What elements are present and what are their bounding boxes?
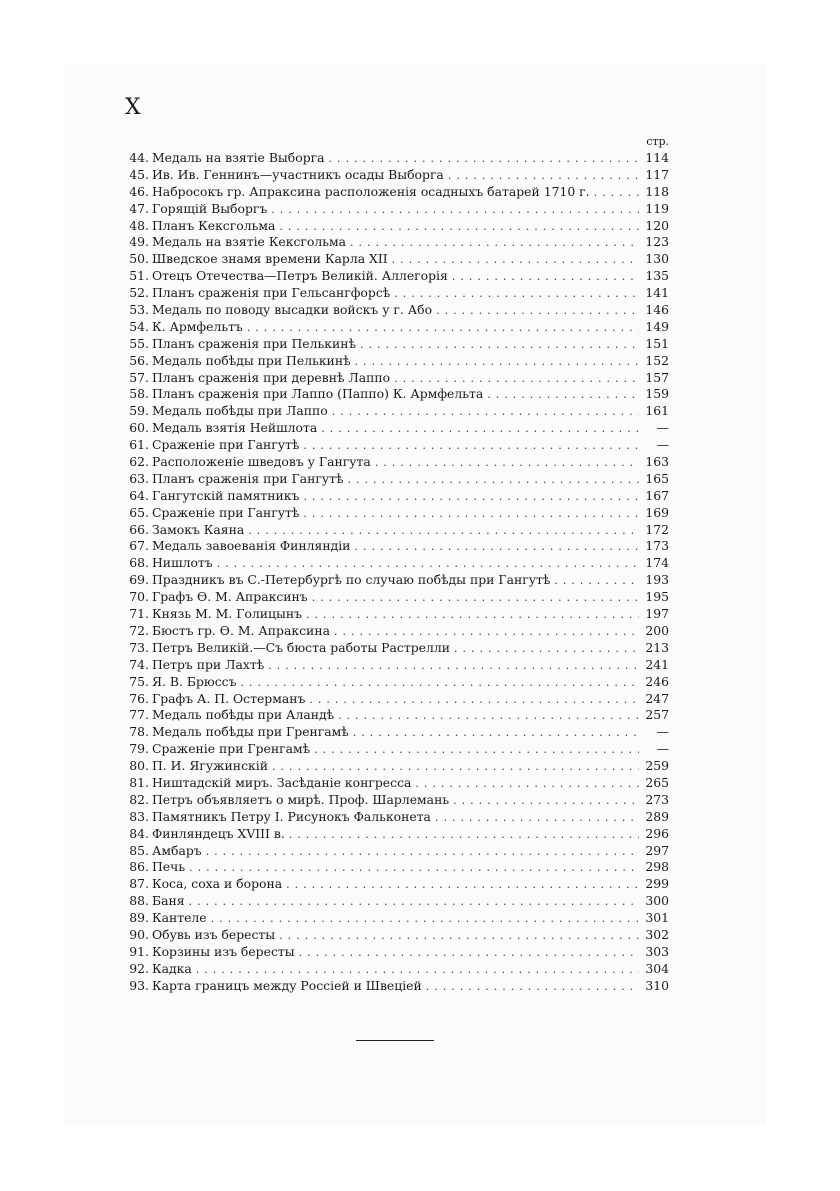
entry-number: 84. <box>129 825 149 841</box>
entry-number: 60. <box>129 420 149 436</box>
list-item <box>122 691 669 708</box>
list-item <box>122 978 669 995</box>
entry-page: 247 <box>645 690 669 706</box>
dot-leader <box>594 185 639 202</box>
entry-title: Медаль побѣды при Гренгамѣ <box>152 724 349 740</box>
entry-page: 157 <box>645 369 669 385</box>
dot-leader <box>354 539 639 556</box>
dot-leader <box>415 776 639 793</box>
entry-title: Графъ А. П. Остерманъ <box>152 690 306 706</box>
entry-page: 197 <box>645 606 669 622</box>
entry-title: Планъ сраженія при Пелькинѣ <box>152 335 356 351</box>
entry-number: 65. <box>129 504 149 520</box>
entry-number: 77. <box>129 707 149 723</box>
entry-title: Сраженіе при Гренгамѣ <box>152 741 311 757</box>
list-item <box>122 640 669 657</box>
dot-leader <box>350 235 639 252</box>
entry-title: Графъ Ѳ. М. Апраксинъ <box>152 589 308 605</box>
list-item <box>122 505 669 522</box>
entry-number: 75. <box>129 673 149 689</box>
dot-leader <box>394 286 639 303</box>
entry-number: 48. <box>129 217 149 233</box>
list-item <box>122 336 669 353</box>
entry-title: Планъ сраженія при деревнѣ Лаппо <box>152 369 391 385</box>
entry-number: 59. <box>129 403 149 419</box>
dot-leader <box>248 523 639 540</box>
entry-number: 56. <box>129 352 149 368</box>
entry-page: 246 <box>645 673 669 689</box>
entry-title: Медаль по поводу высадки войскъ у г. Або <box>152 302 433 318</box>
entry-page: 301 <box>645 910 669 926</box>
entry-page: 259 <box>645 758 669 774</box>
entry-title: Корзины изъ бересты <box>152 943 295 959</box>
entry-page: 165 <box>645 470 669 486</box>
list-item <box>122 792 669 809</box>
entry-page: 149 <box>645 318 669 334</box>
list-item <box>122 420 669 437</box>
entry-title: Финляндецъ XVIII в. <box>152 825 285 841</box>
entry-page: 213 <box>645 639 669 655</box>
dot-leader <box>309 692 639 709</box>
entry-number: 86. <box>129 859 149 875</box>
entry-page: — <box>656 420 669 436</box>
list-item <box>122 910 669 927</box>
list-item <box>122 826 669 843</box>
dot-leader <box>435 810 639 827</box>
entry-title: Я. В. Брюссъ <box>152 673 237 689</box>
entry-page: 135 <box>645 268 669 284</box>
list-item <box>122 302 669 319</box>
entry-number: 52. <box>129 285 149 301</box>
entry-number: 63. <box>129 470 149 486</box>
list-item <box>122 809 669 826</box>
dot-leader <box>329 151 639 168</box>
entry-number: 58. <box>129 386 149 402</box>
entry-page: 296 <box>645 825 669 841</box>
entry-number: 90. <box>129 926 149 942</box>
list-item <box>122 572 669 589</box>
entry-title: Нишлотъ <box>152 555 213 571</box>
list-item <box>122 775 669 792</box>
entry-title: Кантеле <box>152 910 207 926</box>
entry-title: Амбаръ <box>152 842 202 858</box>
list-item <box>122 353 669 370</box>
entry-title: Медаль взятія Нейшлота <box>152 420 318 436</box>
list-item <box>122 555 669 572</box>
list-item <box>122 454 669 471</box>
list-item <box>122 319 669 336</box>
entry-title: Памятникъ Петру I. Рисунокъ Фальконета <box>152 808 431 824</box>
dot-leader <box>279 928 639 945</box>
entry-title: Набросокъ гр. Апраксина расположенія осадныхъ батарей 1710 г. <box>152 183 590 199</box>
entry-page: 195 <box>645 589 669 605</box>
dot-leader <box>334 624 639 641</box>
page-numeral: X <box>125 95 142 120</box>
entry-number: 69. <box>129 572 149 588</box>
entry-page: 120 <box>645 217 669 233</box>
dot-leader <box>338 708 639 725</box>
entry-page: 265 <box>645 774 669 790</box>
entry-title: Гангутскій памятникъ <box>152 487 300 503</box>
list-item <box>122 657 669 674</box>
dot-leader <box>211 911 639 928</box>
entry-number: 53. <box>129 302 149 318</box>
page-column-header: стр. <box>646 135 669 148</box>
entry-page: 141 <box>645 285 669 301</box>
entry-number: 47. <box>129 200 149 216</box>
entry-title: Ив. Ив. Геннинъ—участникъ осады Выборга <box>152 166 444 182</box>
entry-number: 46. <box>129 183 149 199</box>
entry-page: 119 <box>645 200 669 216</box>
list-item <box>122 218 669 235</box>
dot-leader <box>453 793 639 810</box>
dot-leader <box>306 607 639 624</box>
entry-number: 88. <box>129 893 149 909</box>
dot-leader <box>554 573 639 590</box>
list-item <box>122 741 669 758</box>
entry-title: Сраженіе при Гангутѣ <box>152 437 300 453</box>
entry-title: Горящій Выборгъ <box>152 200 268 216</box>
dot-leader <box>355 354 639 371</box>
dot-leader <box>189 894 639 911</box>
list-item <box>122 150 669 167</box>
entry-title: Бюстъ гр. Ѳ. М. Апраксина <box>152 622 330 638</box>
entry-title: П. И. Ягужинскій <box>152 758 268 774</box>
entry-page: 146 <box>645 302 669 318</box>
entry-number: 49. <box>129 234 149 250</box>
list-item <box>122 606 669 623</box>
dot-leader <box>375 455 639 472</box>
list-item <box>122 471 669 488</box>
closing-rule <box>356 1040 434 1041</box>
entry-title: Шведское знамя времени Карла XII <box>152 251 388 267</box>
entry-number: 70. <box>129 589 149 605</box>
entry-title: Петръ при Лахтѣ <box>152 656 265 672</box>
dot-leader <box>448 168 639 185</box>
dot-leader <box>196 962 639 979</box>
list-item <box>122 201 669 218</box>
list-item <box>122 758 669 775</box>
dot-leader <box>303 438 639 455</box>
entry-page: 310 <box>645 977 669 993</box>
entry-page: 300 <box>645 893 669 909</box>
entry-page: 159 <box>645 386 669 402</box>
entry-number: 68. <box>129 555 149 571</box>
entry-page: 241 <box>645 656 669 672</box>
entry-title: Коса, соха и борона <box>152 876 283 892</box>
entry-number: 72. <box>129 622 149 638</box>
list-item <box>122 234 669 251</box>
entry-page: — <box>656 724 669 740</box>
entry-title: Обувь изъ бересты <box>152 926 276 942</box>
list-item <box>122 707 669 724</box>
entry-number: 80. <box>129 758 149 774</box>
entry-title: Баня <box>152 893 185 909</box>
entry-page: 289 <box>645 808 669 824</box>
dot-leader <box>189 860 639 877</box>
entry-number: 89. <box>129 910 149 926</box>
entry-title: Отецъ Отечества—Петръ Великій. Аллегорія <box>152 268 448 284</box>
entry-page: 298 <box>645 859 669 875</box>
list-item <box>122 251 669 268</box>
entry-number: 66. <box>129 521 149 537</box>
entry-number: 83. <box>129 808 149 824</box>
entry-number: 57. <box>129 369 149 385</box>
entry-title: Замокъ Каяна <box>152 521 245 537</box>
dot-leader <box>303 489 639 506</box>
dot-leader <box>314 742 639 759</box>
dot-leader <box>332 404 639 421</box>
dot-leader <box>353 725 639 742</box>
entry-title: Медаль на взятіе Кексгольма <box>152 234 347 250</box>
entry-number: 64. <box>129 487 149 503</box>
entry-number: 51. <box>129 268 149 284</box>
entry-title: Ништадскій миръ. Засѣданіе конгресса <box>152 774 412 790</box>
list-item <box>122 589 669 606</box>
entry-page: 151 <box>645 335 669 351</box>
entry-page: 118 <box>645 183 669 199</box>
entry-number: 92. <box>129 960 149 976</box>
entry-page: 167 <box>645 487 669 503</box>
entry-number: 74. <box>129 656 149 672</box>
list-item <box>122 623 669 640</box>
entry-page: — <box>656 741 669 757</box>
dot-leader <box>312 590 639 607</box>
entry-page: 163 <box>645 454 669 470</box>
entry-number: 79. <box>129 741 149 757</box>
entry-title: Праздникъ въ С.-Петербургѣ по случаю побѣды при Гангутѣ <box>152 572 551 588</box>
entry-title: Планъ Кексгольма <box>152 217 276 233</box>
entry-number: 93. <box>129 977 149 993</box>
entry-title: Карта границъ между Россіей и Швеціей <box>152 977 422 993</box>
dot-leader <box>217 556 639 573</box>
entry-page: 302 <box>645 926 669 942</box>
list-item <box>122 370 669 387</box>
dot-leader <box>247 320 639 337</box>
dot-leader <box>268 658 639 675</box>
entry-page: 257 <box>645 707 669 723</box>
entry-title: Сраженіе при Гангутѣ <box>152 504 300 520</box>
dot-leader <box>426 979 639 996</box>
dot-leader <box>452 269 639 286</box>
entry-number: 54. <box>129 318 149 334</box>
list-item <box>122 724 669 741</box>
entry-title: Медаль на взятіе Выборга <box>152 150 325 165</box>
entry-page: 114 <box>645 150 669 165</box>
entry-page: — <box>656 437 669 453</box>
dot-leader <box>392 252 639 269</box>
dot-leader <box>286 877 639 894</box>
entry-number: 73. <box>129 639 149 655</box>
list-item <box>122 859 669 876</box>
entry-page: 172 <box>645 521 669 537</box>
entry-page: 117 <box>645 166 669 182</box>
entry-page: 130 <box>645 251 669 267</box>
entry-title: Медаль завоеванія Финляндіи <box>152 538 351 554</box>
dot-leader <box>347 472 639 489</box>
entry-number: 87. <box>129 876 149 892</box>
list-item <box>122 386 669 403</box>
dot-leader <box>272 759 639 776</box>
entry-title: Печь <box>152 859 186 875</box>
list-item <box>122 268 669 285</box>
entry-number: 78. <box>129 724 149 740</box>
entry-page: 123 <box>645 234 669 250</box>
dot-leader <box>303 506 639 523</box>
entry-number: 55. <box>129 335 149 351</box>
entry-number: 71. <box>129 606 149 622</box>
entry-page: 152 <box>645 352 669 368</box>
dot-leader <box>360 337 639 354</box>
entry-title: Планъ сраженія при Лаппо (Паппо) К. Армфельта <box>152 386 484 402</box>
entry-number: 91. <box>129 943 149 959</box>
dot-leader <box>299 945 639 962</box>
list-item <box>122 488 669 505</box>
list-item <box>122 184 669 201</box>
dot-leader <box>279 219 639 236</box>
entry-title: Петръ Великій.—Съ бюста работы Растрелли <box>152 639 450 655</box>
list-item <box>122 927 669 944</box>
entry-title: Планъ сраженія при Гельсангфорсѣ <box>152 285 391 301</box>
list-item <box>122 437 669 454</box>
dot-leader <box>454 641 639 658</box>
list-item <box>122 674 669 691</box>
entry-title: Князь М. М. Голицынъ <box>152 606 303 622</box>
entry-title: Медаль побѣды при Пелькинѣ <box>152 352 351 368</box>
entry-title: Петръ объявляетъ о мирѣ. Проф. Шарлемань <box>152 791 450 807</box>
dot-leader <box>436 303 639 320</box>
dot-leader <box>206 844 639 861</box>
dot-leader <box>289 827 639 844</box>
entry-page: 174 <box>645 555 669 571</box>
entry-page: 193 <box>645 572 669 588</box>
entry-title: Планъ сраженія при Гангутѣ <box>152 470 344 486</box>
entry-number: 67. <box>129 538 149 554</box>
entry-page: 161 <box>645 403 669 419</box>
entry-page: 273 <box>645 791 669 807</box>
list-item <box>122 843 669 860</box>
entry-number: 44. <box>129 150 149 165</box>
dot-leader <box>240 675 639 692</box>
dot-leader <box>394 371 639 388</box>
entry-number: 85. <box>129 842 149 858</box>
entry-number: 81. <box>129 774 149 790</box>
list-item <box>122 522 669 539</box>
entry-page: 299 <box>645 876 669 892</box>
entry-page: 169 <box>645 504 669 520</box>
entry-title: Медаль побѣды при Аландѣ <box>152 707 335 723</box>
list-item <box>122 167 669 184</box>
entry-page: 303 <box>645 943 669 959</box>
entry-number: 76. <box>129 690 149 706</box>
illustrations-list <box>122 150 669 995</box>
list-item <box>122 961 669 978</box>
dot-leader <box>487 387 639 404</box>
entry-number: 45. <box>129 166 149 182</box>
entry-title: Расположеніе шведовъ у Гангута <box>152 454 371 470</box>
entry-number: 82. <box>129 791 149 807</box>
entry-title: Медаль побѣды при Лаппо <box>152 403 328 419</box>
entry-title: К. Армфельтъ <box>152 318 243 334</box>
dot-leader <box>321 421 639 438</box>
entry-page: 304 <box>645 960 669 976</box>
list-item <box>122 893 669 910</box>
entry-number: 62. <box>129 454 149 470</box>
dot-leader <box>271 202 639 219</box>
entry-number: 50. <box>129 251 149 267</box>
list-item <box>122 538 669 555</box>
list-item <box>122 944 669 961</box>
list-item <box>122 403 669 420</box>
entry-page: 173 <box>645 538 669 554</box>
list-item <box>122 285 669 302</box>
entry-page: 297 <box>645 842 669 858</box>
entry-title: Кадка <box>152 960 192 976</box>
entry-number: 61. <box>129 437 149 453</box>
entry-page: 200 <box>645 622 669 638</box>
list-item <box>122 876 669 893</box>
